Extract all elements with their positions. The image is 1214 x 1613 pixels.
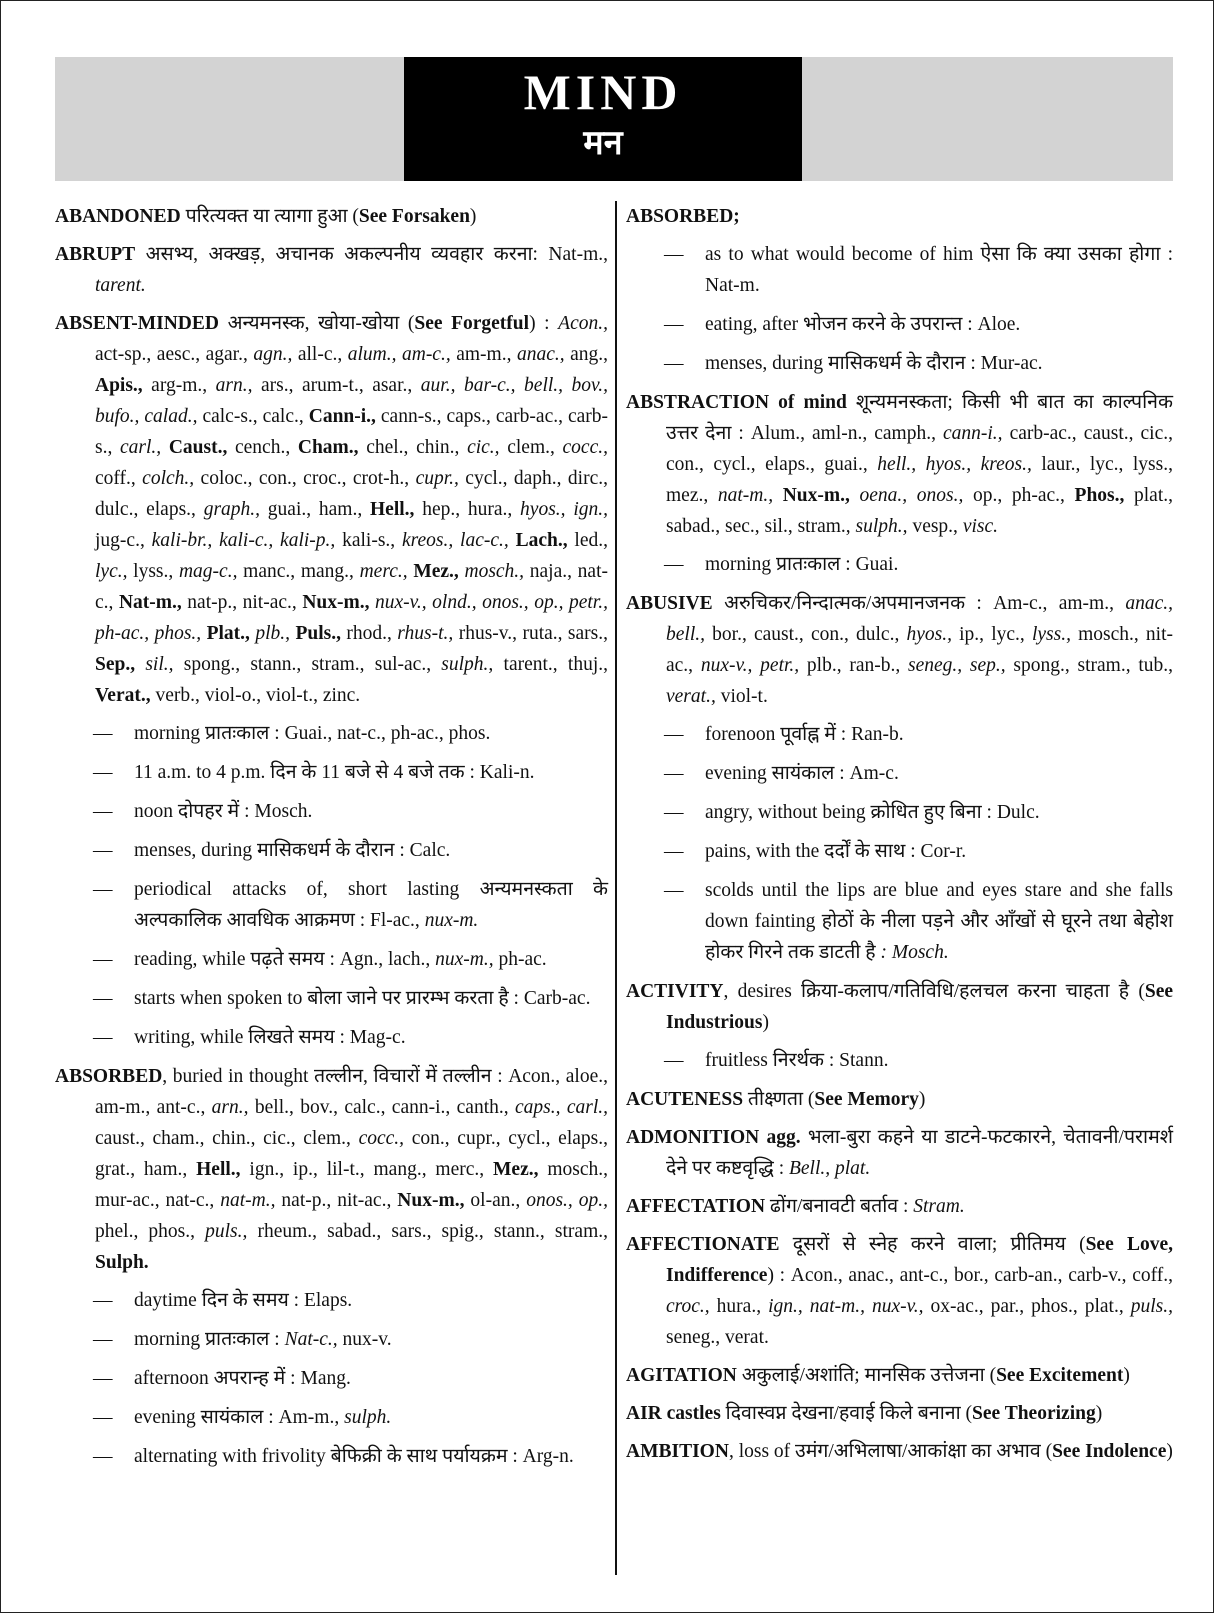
rubric-text: cann-i., [942, 423, 1003, 444]
title-box [404, 57, 802, 181]
rubric-text: Puls., [295, 623, 341, 644]
rubric-text: verb., viol-o., viol-t., zinc. [150, 685, 361, 706]
rubric-text: laur., lyc., lyss., mez., [666, 454, 1173, 506]
rubric-text: cycl., daph., dirc., dulc., elaps., [95, 468, 608, 520]
rubric-text: hell., hyos., kreos., [877, 454, 1032, 475]
subrubric [55, 835, 608, 866]
subrubric [626, 239, 1173, 301]
rubric-entry [626, 1191, 1173, 1222]
subrubric-dash: — [93, 762, 113, 783]
subrubric [55, 944, 608, 975]
rubric-text: evening सायंकाल : Am-m., [134, 1407, 345, 1428]
subrubric-dash: — [664, 244, 684, 265]
rubric-text: spong., stram., tub., [1005, 655, 1173, 676]
rubric-text: Verat., [95, 685, 151, 706]
rubric-text: colch., [142, 468, 195, 489]
rubric-text: nat-p., nit-ac., [275, 1190, 398, 1211]
subrubric [626, 348, 1173, 379]
rubric-text: led., [567, 530, 608, 551]
subrubric [55, 1441, 608, 1472]
rubric-text: Stram. [913, 1196, 965, 1217]
rubric-text: nux-v. [337, 1329, 392, 1350]
subrubric [55, 757, 608, 788]
rubric-heading: ACTIVITY [626, 981, 724, 1002]
subrubric [55, 1324, 608, 1355]
rubric-text: nat-p., nit-ac., [181, 592, 303, 613]
subrubric [626, 758, 1173, 789]
subrubric [626, 309, 1173, 340]
rubric-text: daytime दिन के समय : Elaps. [134, 1290, 353, 1311]
rubric-text: spong., stann., stram., sul-ac., [173, 654, 442, 675]
rubric-text: onos., op., [526, 1190, 608, 1211]
rubric-text: lyss., [127, 561, 179, 582]
rubric-entry [626, 387, 1173, 542]
rubric-text: naja., nat-c., [95, 561, 608, 613]
rubric-text: bor., caust., con., dulc., [705, 624, 907, 645]
rubric-text: Mez., [413, 561, 459, 582]
subrubric [55, 983, 608, 1014]
rubric-text [773, 485, 783, 506]
rubric-text: Caust., [168, 437, 228, 458]
rubric-text: bell., bov., calc., cann-i., canth., [248, 1097, 515, 1118]
rubric-text: Phos., [1074, 485, 1125, 506]
rubric-text: , loss of उमंग/अभिलाषा/आकांक्षा का अभाव ( [728, 1441, 1053, 1462]
subrubric [626, 797, 1173, 828]
rubric-text: ) : [529, 313, 559, 334]
rubric-text: Hell., [370, 499, 415, 520]
rubric-text: ol-an., [464, 1190, 527, 1211]
rubric-heading: AFFECTATION [626, 1196, 766, 1217]
rubric-text: cocc., [358, 1128, 405, 1149]
rubric-text: plat., sabad., sec., sil., stram., [666, 485, 1173, 537]
rubric-text: Sep., [95, 654, 136, 675]
subrubric-dash: — [664, 314, 684, 335]
page-title-hindi: मन [583, 123, 623, 163]
rubric-entry [626, 1436, 1173, 1467]
rubric-text: hep., hura., [414, 499, 521, 520]
rubric-text: : Mosch. [880, 942, 949, 963]
rubric-text: ) [918, 1089, 926, 1110]
subrubric [626, 875, 1173, 968]
rubric-text: Plat., [206, 623, 250, 644]
rubric-entry [626, 588, 1173, 712]
rubric-text: , buried in thought तल्लीन, विचारों में तल्लीन : Acon., aloe., am-m., ant-c., [95, 1066, 608, 1118]
rubric-text: sulph., [855, 516, 908, 537]
rubric-text: nux-v., petr., [700, 655, 800, 676]
rubric-entry [55, 201, 608, 232]
subrubric-dash: — [93, 1329, 113, 1350]
rubric-text: anac., [516, 344, 565, 365]
subrubric [55, 796, 608, 827]
rubric-text: See Forsaken [358, 206, 470, 227]
rubric-text: nux-m. [424, 910, 479, 931]
rubric-text: See Excitement [996, 1365, 1124, 1386]
rubric-text: अन्यमनस्क, खोया-खोया ( [218, 313, 415, 334]
subrubric-dash: — [664, 763, 684, 784]
rubric-text: mosch., nit-ac., [666, 624, 1173, 676]
subrubric-dash: — [93, 723, 113, 744]
rubric-text: alum., am-c., [347, 344, 451, 365]
rubric-text: carb-ac., caust., cic., con., cycl., elaps., guai., [666, 423, 1173, 475]
rubric-text: pains, with the दर्दों के साथ : Cor-r. [705, 841, 967, 862]
rubric-entry [626, 976, 1173, 1038]
rubric-entry [626, 1360, 1173, 1391]
rubric-text: Nux-m., [782, 485, 850, 506]
subrubric [55, 1402, 608, 1433]
subrubric-dash: — [93, 801, 113, 822]
right-column [626, 201, 1173, 1474]
rubric-text: ph-ac. [493, 949, 547, 970]
rubric-heading: ABSTRACTION of mind [626, 392, 847, 413]
rubric-text: writing, while लिखते समय : Mag-c. [134, 1027, 406, 1048]
subrubric-dash: — [93, 949, 113, 970]
rubric-text: See Memory [814, 1089, 919, 1110]
subrubric [55, 718, 608, 749]
rubric-text: ang., [564, 344, 609, 365]
rubric-text: sil., [145, 654, 174, 675]
rubric-text: ign., ip., lil-t., mang., merc., [240, 1159, 494, 1180]
subrubric [55, 1022, 608, 1053]
subrubric-dash: — [664, 880, 684, 901]
rubric-entry [55, 308, 608, 711]
rubric-text: puls., [1130, 1296, 1173, 1317]
rubric-text: rhus-t., [397, 623, 454, 644]
rubric-text: Cann-i., [308, 406, 376, 427]
rubric-text: hyos., ign., [520, 499, 608, 520]
rubric-text: तीक्ष्णता ( [743, 1089, 815, 1110]
rubric-text [135, 654, 145, 675]
rubric-text: kali-br., kali-c., kali-p., [151, 530, 336, 551]
rubric-text: nux-m., [435, 949, 494, 970]
rubric-entry [626, 1122, 1173, 1184]
rubric-text [161, 437, 169, 458]
rubric-text: all-c., [292, 344, 348, 365]
rubric-text: verat., [666, 686, 716, 707]
rubric-text: Bell., plat. [788, 1158, 871, 1179]
rubric-text: arn., [215, 375, 253, 396]
rubric-text: Hell., [196, 1159, 241, 1180]
rubric-entry [55, 1061, 608, 1278]
rubric-text: croc., [666, 1296, 710, 1317]
rubric-text: rheum., sabad., sars., spig., stann., stram., [247, 1221, 608, 1242]
left-column [55, 201, 608, 1480]
rubric-text: lyss., [1031, 624, 1071, 645]
rubric-text: arg-m., [142, 375, 216, 396]
rubric-text: scolds until the lips are blue and eyes stare and she falls down fainting होठों के नीला पड़ने और आँखों से घूरने तथा बेहोश होकर गिरने तक डाटती है [705, 880, 1173, 963]
rubric-text: morning प्रातःकाल : Guai. [705, 554, 899, 575]
rubric-text: phel., phos., [95, 1221, 206, 1242]
rubric-text: vesp., [907, 516, 963, 537]
rubric-text: visc. [962, 516, 999, 537]
rubric-text: cann-s., caps., carb-ac., carb-s., [95, 406, 608, 458]
subrubric-dash: — [664, 802, 684, 823]
rubric-text: forenoon पूर्वाह्न में : Ran-b. [705, 724, 904, 745]
subrubric-dash: — [93, 1368, 113, 1389]
rubric-text: afternoon अपरान्ह में : Mang. [134, 1368, 351, 1389]
rubric-text: nat-m., [220, 1190, 276, 1211]
rubric-text: manc., mang., [237, 561, 360, 582]
rubric-entry [55, 239, 608, 301]
rubric-text: mosch., mur-ac., nat-c., [95, 1159, 609, 1211]
subrubric [626, 719, 1173, 750]
rubric-text: menses, during मासिकधर्म के दौरान : Calc. [134, 840, 451, 861]
rubric-text: sulph. [344, 1407, 392, 1428]
rubric-text: seneg., sep., [908, 655, 1006, 676]
rubric-heading: ACUTENESS [626, 1089, 744, 1110]
rubric-text: viol-t. [715, 686, 768, 707]
rubric-text: cench., [227, 437, 298, 458]
rubric-text: See Indolence [1052, 1441, 1167, 1462]
rubric-text: ) [1095, 1403, 1103, 1424]
rubric-text: tarent., thuj., [493, 654, 608, 675]
rubric-text: calc-s., calc., [197, 406, 309, 427]
rubric-text: cocc., [562, 437, 608, 458]
rubric-text: plb., ran-b., [799, 655, 908, 676]
rubric-heading: AIR castles [626, 1403, 721, 1424]
rubric-text: Nux-m., [397, 1190, 465, 1211]
rubric-text: jug-c., [95, 530, 152, 551]
subrubric-dash: — [93, 840, 113, 861]
rubric-text: act-sp., aesc., agar., [95, 344, 254, 365]
rubric-text: , desires क्रिया-कलाप/गतिविधि/हलचल करना चाहता है ( [723, 981, 1145, 1002]
rubric-text: hyos., [906, 624, 952, 645]
rubric-heading: AFFECTIONATE [626, 1234, 780, 1255]
rubric-text: cupr., [415, 468, 459, 489]
rubric-text: kreos., lac-c., [401, 530, 509, 551]
rubric-text: ox-ac., par., phos., plat., [923, 1296, 1131, 1317]
rubric-text: ) [762, 1012, 769, 1033]
rubric-text: शून्यमनस्कता; किसी भी बात का काल्पनिक उत्तर देना : Alum., aml-n., camph., [666, 392, 1173, 444]
rubric-text: agn., [253, 344, 293, 365]
rubric-text: mag-c., [178, 561, 238, 582]
rubric-text: ) [1166, 1441, 1173, 1462]
rubric-text: plb., [255, 623, 291, 644]
rubric-text: cic., [467, 437, 500, 458]
rubric-text: puls., [205, 1221, 248, 1242]
rubric-text: caust., cham., chin., cic., clem., [95, 1128, 359, 1149]
rubric-heading: ABUSIVE [626, 593, 713, 614]
rubric-text: fruitless निरर्थक : Stann. [705, 1050, 889, 1071]
subrubric [626, 549, 1173, 580]
rubric-text: guai., ham., [260, 499, 370, 520]
rubric-entry [626, 1084, 1173, 1115]
subrubric-dash: — [93, 1446, 113, 1467]
rubric-text: lyc., [95, 561, 128, 582]
subrubric-dash: — [93, 1027, 113, 1048]
rubric-text: carl., [120, 437, 162, 458]
rubric-text [509, 530, 516, 551]
subrubric-dash: — [93, 1290, 113, 1311]
subrubric [626, 836, 1173, 867]
rubric-entry [626, 1398, 1173, 1429]
rubric-text: eating, after भोजन करने के उपरान्त : Aloe. [705, 314, 1021, 335]
rubric-text: starts when spoken to बोला जाने पर प्रारम्भ करता है : Carb-ac. [134, 988, 591, 1009]
rubric-text: arn., [211, 1097, 249, 1118]
rubric-text: kali-s., [335, 530, 402, 551]
rubric-text: परित्यक्त या त्यागा हुआ ( [180, 206, 359, 227]
rubric-text: दूसरों से स्नेह करने वाला; प्रीतिमय ( [779, 1234, 1086, 1255]
subrubric-dash: — [93, 988, 113, 1009]
subrubric-dash: — [664, 841, 684, 862]
rubric-text: Mez., [493, 1159, 539, 1180]
rubric-heading: ABSORBED [55, 1066, 163, 1087]
subrubric [55, 1285, 608, 1316]
rubric-heading: AMBITION [626, 1441, 729, 1462]
rubric-text: Acon., [558, 313, 608, 334]
rubric-text: See Love, Indifference [666, 1234, 1173, 1286]
subrubric-dash: — [664, 1050, 684, 1071]
subrubric [55, 874, 608, 936]
rubric-text: Nat-c., [284, 1329, 338, 1350]
subrubric-dash: — [664, 353, 684, 374]
rubric-text: hura., [709, 1296, 769, 1317]
rubric-heading: ADMONITION agg. [626, 1127, 801, 1148]
rubric-text: Cham., [297, 437, 359, 458]
rubric-text: merc., [359, 561, 408, 582]
rubric-text [850, 485, 860, 506]
rubric-text: clem., [499, 437, 563, 458]
rubric-text: ) [1123, 1365, 1130, 1386]
rubric-text: Apis., [95, 375, 143, 396]
rubric-text: periodical attacks of, short lasting अन्यमनस्कता के अल्पकालिक आवधिक आक्रमण : Fl-ac., [134, 879, 608, 931]
rubric-text: ip., lyc., [951, 624, 1032, 645]
subrubric-dash: — [93, 879, 113, 900]
rubric-text: coloc., con., croc., crot-h., [194, 468, 416, 489]
rubric-heading: ABSENT-MINDED [55, 313, 219, 334]
rubric-text: Lach., [515, 530, 568, 551]
rubric-text: tarent. [95, 275, 146, 296]
rubric-heading: ABSORBED; [626, 206, 740, 227]
rubric-text: अरुचिकर/निन्दात्मक/अपमानजनक : Am-c., am-m., [712, 593, 1126, 614]
rubric-text: mosch., [464, 561, 525, 582]
column-divider [615, 201, 617, 1575]
subrubric [626, 1045, 1173, 1076]
rubric-text: chel., chin., [358, 437, 468, 458]
rubric-text: caps., carl., [514, 1097, 608, 1118]
rubric-text: angry, without being क्रोधित हुए बिना : Dulc. [705, 802, 1040, 823]
rubric-text: menses, during मासिकधर्म के दौरान : Mur-ac. [705, 353, 1043, 374]
rubric-text: coff., [95, 468, 143, 489]
rubric-heading: ABANDONED [55, 206, 181, 227]
subrubric-dash: — [93, 1407, 113, 1428]
rubric-text: अकुलाई/अशांति; मानसिक उत्तेजना ( [736, 1365, 997, 1386]
rubric-entry [626, 201, 1173, 232]
rubric-text: असभ्य, अक्खड़, अचानक अकल्पनीय व्यवहार करना: Nat-m., [135, 244, 608, 265]
rubric-heading: ABRUPT [55, 244, 136, 265]
rubric-text: am-m., [450, 344, 517, 365]
subrubric [55, 1363, 608, 1394]
rubric-text: Sulph. [95, 1252, 149, 1273]
rubric-text: morning प्रातःकाल : Guai., nat-c., ph-ac., phos. [134, 723, 491, 744]
rubric-text: दिवास्वप्न देखना/हवाई किले बनाना ( [720, 1403, 973, 1424]
rubric-text: oena., onos., [859, 485, 964, 506]
rubric-text: seneg., verat. [666, 1327, 769, 1348]
page-title: MIND [523, 64, 683, 120]
rubric-heading: AGITATION [626, 1365, 737, 1386]
rubric-text: rhus-v., ruta., sars., [453, 623, 609, 644]
rubric-text: ) : Acon., anac., ant-c., bor., carb-an., carb-v., coff., [767, 1265, 1173, 1286]
rubric-text: See Forgetful [414, 313, 530, 334]
rubric-text: 11 a.m. to 4 p.m. दिन के 11 बजे से 4 बजे तक : Kali-n. [134, 762, 535, 783]
rubric-text: as to what would become of him ऐसा कि क्या उसका होगा : Nat-m. [705, 244, 1173, 296]
rubric-entry [626, 1229, 1173, 1353]
rubric-text: anac., bell., [666, 593, 1173, 645]
rubric-text: sulph., [441, 654, 494, 675]
rubric-text: alternating with frivolity बेफिक्री के साथ पर्यायक्रम : Arg-n. [134, 1446, 574, 1467]
rubric-text: nux-v., olnd., onos., op., petr., ph-ac., phos., [95, 592, 608, 644]
rubric-text: aur., bar-c., bell., bov., bufo., calad., [95, 375, 608, 427]
rubric-text: See Industrious [666, 981, 1173, 1033]
rubric-text: rhod., [340, 623, 398, 644]
rubric-text: Nat-m., [118, 592, 182, 613]
subrubric-dash: — [664, 554, 684, 575]
rubric-text: morning प्रातःकाल : [134, 1329, 285, 1350]
rubric-text: ars., arum-t., asar., [252, 375, 421, 396]
rubric-text: ) [469, 206, 477, 227]
rubric-text: nat-m., [717, 485, 774, 506]
rubric-text: reading, while पढ़ते समय : Agn., lach., [134, 949, 436, 970]
rubric-text: ign., nat-m., nux-v., [768, 1296, 924, 1317]
rubric-text: Nux-m., [302, 592, 370, 613]
rubric-text: noon दोपहर में : Mosch. [134, 801, 313, 822]
rubric-text: op., ph-ac., [963, 485, 1075, 506]
rubric-text: ढोंग/बनावटी बर्ताव : [765, 1196, 914, 1217]
rubric-text: evening सायंकाल : Am-c. [705, 763, 899, 784]
rubric-text: See Theorizing [972, 1403, 1096, 1424]
rubric-text: भला-बुरा कहने या डाटने-फटकारने, चेतावनी/परामर्श देने पर कष्टवृद्धि : [666, 1127, 1173, 1179]
rubric-text: graph., [203, 499, 261, 520]
subrubric-dash: — [664, 724, 684, 745]
rubric-text: con., cupr., cycl., elaps., grat., ham., [95, 1128, 608, 1180]
